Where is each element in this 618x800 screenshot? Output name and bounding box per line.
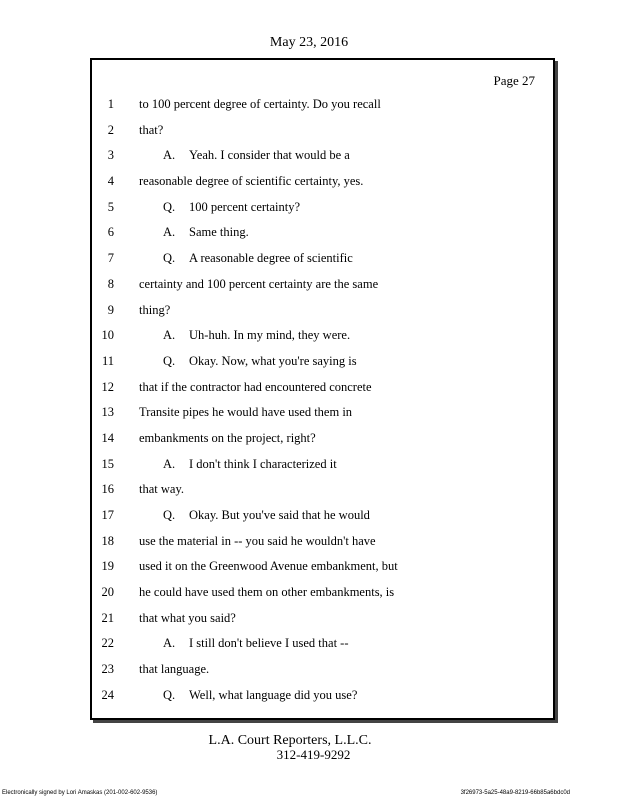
document-id: 3f26973-5a25-48a9-8219-66b85a6bdc0d — [460, 790, 570, 796]
transcript-line — [92, 556, 553, 582]
line-text — [139, 582, 394, 602]
transcript-line — [92, 171, 553, 197]
line-text — [139, 300, 170, 320]
transcript-line — [92, 325, 553, 351]
testimony-text: A reasonable degree of scientific — [189, 251, 353, 266]
testimony-text: Okay. Now, what you're saying is — [189, 353, 357, 368]
testimony-text: Yeah. I consider that would be a — [189, 148, 350, 163]
line-number: 18 — [101, 533, 114, 548]
line-text — [163, 325, 350, 345]
testimony-text: that way. — [139, 482, 185, 497]
testimony-text: use the material in -- you said he wouldn't have — [139, 533, 376, 548]
line-text — [139, 556, 398, 576]
testimony-text: Okay. But you've said that he would — [189, 508, 370, 522]
testimony-text: used it on the Greenwood Avenue embankment, but — [139, 559, 398, 574]
transcript-line — [92, 608, 553, 634]
line-number: 20 — [101, 585, 114, 600]
line-number: 4 — [107, 174, 114, 189]
testimony-text: that? — [139, 122, 164, 137]
testimony-text: Transite pipes he would have used them in — [139, 405, 353, 420]
speaker-label: A. — [163, 328, 176, 343]
speaker-label: A. — [163, 148, 176, 163]
line-number: 9 — [107, 302, 114, 317]
line-text — [139, 402, 352, 422]
line-text — [163, 351, 357, 371]
testimony-text: that if the contractor had encountered concrete — [139, 379, 372, 394]
line-number: 19 — [101, 559, 114, 574]
line-text — [163, 633, 349, 653]
line-number: 22 — [101, 636, 114, 651]
line-number: 12 — [101, 379, 114, 394]
testimony-text: Same thing. — [189, 225, 249, 240]
line-text — [139, 94, 381, 114]
line-number: 16 — [101, 482, 114, 497]
court-reporter-phone: 312-419-9292 — [276, 747, 351, 762]
testimony-text: 100 percent certainty? — [189, 199, 301, 214]
speaker-label: A. — [163, 456, 176, 471]
line-number: 7 — [107, 251, 114, 266]
line-text — [163, 505, 370, 525]
speaker-label: Q. — [163, 687, 176, 702]
testimony-text: reasonable degree of scientific certainty, yes. — [139, 174, 364, 189]
transcript-line — [92, 145, 553, 171]
transcript-line — [92, 428, 553, 454]
court-reporter-name: L.A. Court Reporters, L.L.C. — [208, 733, 372, 748]
transcript-line — [92, 222, 553, 248]
transcript-line — [92, 479, 553, 505]
transcript-line — [92, 659, 553, 685]
testimony-text: he could have used them on other embankments, is — [139, 585, 395, 600]
line-number: 21 — [101, 610, 114, 625]
line-text — [139, 377, 372, 397]
transcript-line — [92, 582, 553, 608]
transcript-line — [92, 377, 553, 403]
line-number: 1 — [107, 97, 114, 111]
line-number: 17 — [101, 508, 114, 522]
testimony-text: thing? — [139, 302, 171, 317]
testimony-text: embankments on the project, right? — [139, 430, 316, 445]
line-number: 2 — [107, 122, 114, 137]
line-text — [139, 659, 209, 679]
speaker-label: Q. — [163, 508, 176, 522]
line-text — [139, 428, 316, 448]
line-number: 14 — [101, 430, 114, 445]
transcript-line — [92, 300, 553, 326]
transcript-line — [92, 402, 553, 428]
line-number: 5 — [107, 199, 114, 214]
line-text — [163, 222, 249, 242]
electronic-signature: Electronically signed by Lori Amaskas (201-002-602-9536) — [2, 790, 158, 796]
transcript-line — [92, 94, 553, 120]
testimony-text: certainty and 100 percent certainty are the same — [139, 276, 379, 291]
speaker-label: Q. — [163, 353, 176, 368]
transcript-date: May 23, 2016 — [269, 35, 349, 50]
line-text — [163, 248, 353, 268]
transcript-lines — [92, 94, 553, 711]
line-number: 15 — [101, 456, 114, 471]
testimony-text: that language. — [139, 662, 210, 677]
transcript-page — [90, 58, 555, 720]
testimony-text: I still don't believe I used that -- — [189, 636, 349, 651]
line-text — [163, 145, 350, 165]
speaker-label: Q. — [163, 199, 176, 214]
line-text — [139, 120, 163, 140]
transcript-line — [92, 120, 553, 146]
line-text — [163, 197, 300, 217]
line-text — [163, 454, 337, 474]
transcript-line — [92, 248, 553, 274]
line-text — [163, 685, 357, 705]
transcript-line — [92, 633, 553, 659]
transcript-line — [92, 685, 553, 711]
transcript-line — [92, 454, 553, 480]
line-text — [139, 608, 236, 628]
line-text — [139, 479, 184, 499]
speaker-label: A. — [163, 636, 176, 651]
transcript-line — [92, 351, 553, 377]
transcript-line — [92, 531, 553, 557]
line-number: 11 — [101, 353, 114, 368]
line-number: 13 — [101, 405, 114, 420]
line-number: 23 — [101, 662, 114, 677]
speaker-label: A. — [163, 225, 176, 240]
testimony-text: Uh-huh. In my mind, they were. — [189, 328, 351, 343]
page-number: Page 27 — [493, 73, 535, 88]
line-text — [139, 171, 363, 191]
line-number: 24 — [101, 687, 114, 702]
line-number: 8 — [107, 276, 114, 291]
line-number: 10 — [101, 328, 114, 343]
line-text — [139, 274, 378, 294]
testimony-text: that what you said? — [139, 610, 236, 625]
transcript-line — [92, 197, 553, 223]
transcript-line — [92, 274, 553, 300]
transcript-line — [92, 505, 553, 531]
line-number: 3 — [107, 148, 114, 163]
testimony-text: Well, what language did you use? — [189, 687, 358, 702]
testimony-text: to 100 percent degree of certainty. Do you recall — [139, 97, 381, 111]
testimony-text: I don't think I characterized it — [189, 456, 337, 471]
line-number: 6 — [107, 225, 114, 240]
line-text — [139, 531, 376, 551]
speaker-label: Q. — [163, 251, 176, 266]
